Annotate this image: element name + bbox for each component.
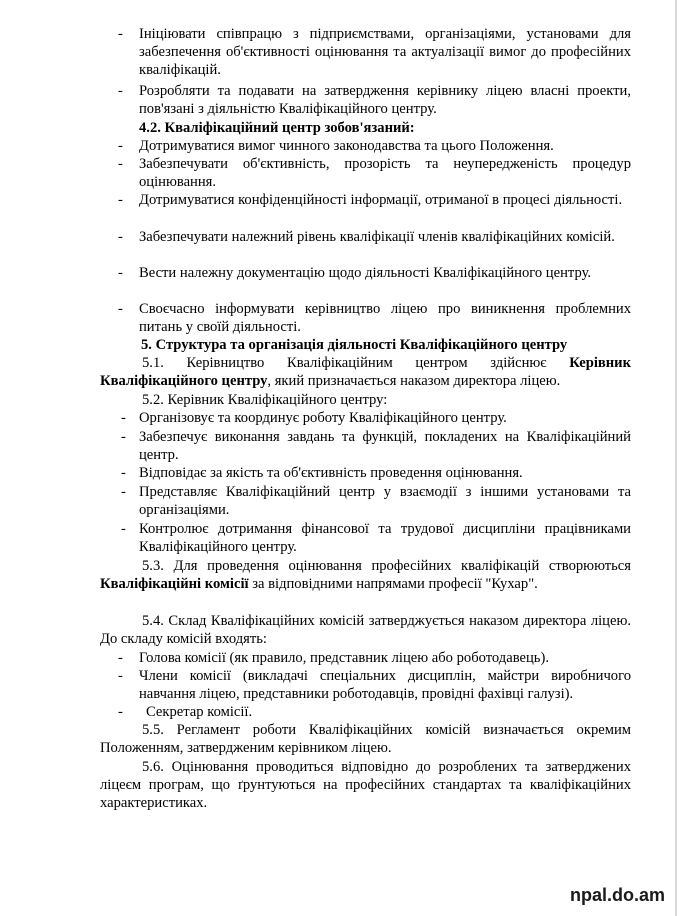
list-dash: -: [121, 484, 126, 500]
paragraph-5-6: 5.6. Оцінювання проводиться відповідно до розроблених та затверджених ліцеєм програм, що ґрунтуються на професійних стандартах та кваліфікаційних характеристиках.: [100, 759, 631, 811]
paragraph-text: за відповідними напрямами професії "Кухар".: [248, 576, 538, 592]
list-item: Члени комісії (викладачі спеціальних дисциплін, майстри виробничого навчання ліцею, представники роботодавців, провідні фахівці галузі).: [139, 668, 631, 702]
section-heading: 5. Структура та організація діяльності Кваліфікаційного центру: [141, 337, 568, 353]
list-dash: -: [121, 465, 126, 481]
paragraph-bold: Кваліфікаційні комісії: [100, 576, 249, 592]
list-dash: -: [118, 650, 123, 666]
list-dash: -: [118, 301, 123, 317]
list-item: Ініціювати співпрацю з підприємствами, організаціями, установами для забезпечення об'єктивності оцінювання та актуалізації вимог до професійних кваліфікацій.: [139, 26, 631, 78]
list-dash: -: [118, 668, 123, 684]
paragraph-5-5: 5.5. Регламент роботи Кваліфікаційних комісій визначається окремим Положенням, затвердженим керівником ліцею.: [100, 722, 631, 756]
list-item: Секретар комісії.: [146, 704, 253, 720]
list-item: Забезпечує виконання завдань та функцій, покладених на Кваліфікаційний центр.: [139, 429, 631, 463]
list-dash: -: [121, 410, 126, 426]
paragraph-5-2: 5.2. Керівник Кваліфікаційного центру:: [142, 392, 388, 408]
list-item: Контролює дотримання фінансової та трудової дисципліни працівниками Кваліфікаційного центру.: [139, 521, 631, 555]
list-dash: -: [118, 192, 123, 208]
page-edge: [675, 0, 677, 916]
paragraph-text: 5.3. Для проведення оцінювання професійних кваліфікацій створюються: [142, 558, 631, 574]
list-item: Своєчасно інформувати керівництво ліцею про виникнення проблемних питань у своїй діяльності.: [139, 301, 631, 335]
list-dash: -: [121, 429, 126, 445]
list-dash: -: [118, 265, 123, 281]
list-dash: -: [118, 83, 123, 99]
site-watermark: npal.do.am: [569, 885, 665, 905]
list-item: Дотримуватися вимог чинного законодавства та цього Положення.: [139, 138, 554, 154]
list-item: Представляє Кваліфікаційний центр у взаємодії з іншими установами та організаціями.: [139, 484, 631, 518]
paragraph-bold: Керівник Кваліфікаційного центру: [100, 355, 631, 389]
paragraph-text: , який призначається наказом директора ліцею.: [267, 373, 561, 389]
list-dash: -: [118, 156, 123, 172]
list-item: Забезпечувати об'єктивність, прозорість та неупередженість процедур оцінювання.: [139, 156, 631, 190]
section-heading: 4.2. Кваліфікаційний центр зобов'язаний:: [139, 120, 415, 136]
list-item: Дотримуватися конфіденційності інформації, отриманої в процесі діяльності.: [139, 192, 623, 208]
paragraph-text: 5.1. Керівництво Кваліфікаційним центром здійснює: [142, 355, 570, 371]
list-dash: -: [118, 704, 123, 720]
list-item: Організовує та координує роботу Кваліфікаційного центру.: [139, 410, 507, 426]
list-item: Розробляти та подавати на затвердження керівнику ліцею власні проекти, пов'язані з діяльністю Кваліфікаційного центру.: [139, 83, 631, 117]
list-item: Вести належну документацію щодо діяльності Кваліфікаційного центру.: [139, 265, 592, 281]
list-dash: -: [118, 229, 123, 245]
list-item: Голова комісії (як правило, представник ліцею або роботодавець).: [139, 650, 549, 666]
list-item: Забезпечувати належний рівень кваліфікації членів кваліфікаційних комісій.: [139, 229, 615, 245]
paragraph-5-1: [100, 354, 631, 390]
list-dash: -: [118, 26, 123, 42]
list-item: Відповідає за якість та об'єктивність проведення оцінювання.: [139, 465, 523, 481]
list-dash: -: [118, 138, 123, 154]
paragraph-5-4: 5.4. Склад Кваліфікаційних комісій затверджується наказом директора ліцею. До складу комісій входять:: [100, 613, 631, 647]
paragraph-5-3: [100, 557, 631, 593]
list-dash: -: [121, 521, 126, 537]
